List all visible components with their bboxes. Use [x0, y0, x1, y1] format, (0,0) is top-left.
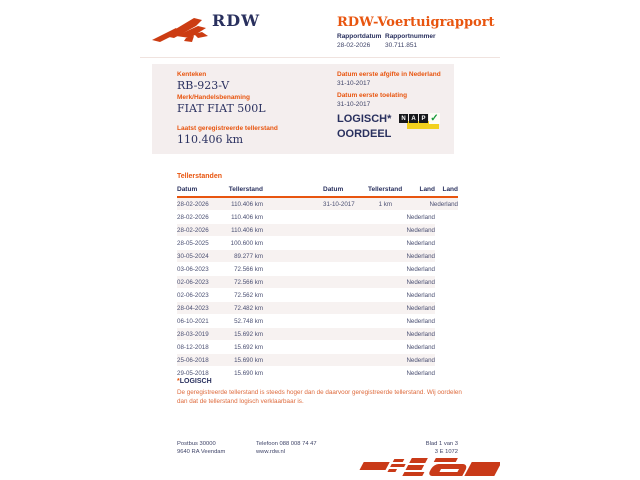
nap-letter-a: A [409, 114, 418, 123]
table-row [177, 341, 435, 354]
table-cell: 72.566 km [234, 265, 263, 273]
rdw-watermark-icon [350, 454, 500, 480]
nap-letter-n: N [399, 114, 408, 123]
table-row [177, 289, 435, 302]
laatste-tellerstand-field [177, 125, 278, 146]
table-row [177, 276, 435, 289]
table-cell: 02-06-2023 [177, 291, 209, 299]
table-cell: Nederland [406, 317, 435, 325]
report-number-field [385, 33, 436, 49]
table-row [177, 263, 435, 276]
footer-phone: Telefoon 088 008 74 47 [256, 441, 317, 447]
laatste-tellerstand-value: 110.406 km [177, 133, 244, 146]
col-header-tellerstand: Tellerstand [228, 186, 263, 193]
header-divider [140, 57, 500, 58]
table-cell: Nederland [406, 239, 435, 247]
eerste-afgifte-value: 31-10-2017 [337, 80, 371, 87]
table-cell: 1 km [378, 200, 392, 208]
table-cell: 15.690 km [234, 356, 263, 364]
table-cell: 29-05-2018 [177, 369, 209, 377]
nap-letter-p: P [419, 114, 428, 123]
merk-label: Merk/Handelsbenaming [177, 94, 250, 101]
tellerstanden-table-right [323, 184, 458, 211]
logisch-footnote [177, 378, 472, 406]
table-row [177, 302, 435, 315]
col-header-land: Land [442, 186, 458, 193]
table-body [323, 198, 458, 211]
table-cell: 72.482 km [234, 304, 263, 312]
table-cell: 100.600 km [230, 239, 263, 247]
table-cell: Nederland [406, 291, 435, 299]
table-cell: 02-06-2023 [177, 278, 209, 286]
oordeel-text [337, 112, 391, 142]
eerste-afgifte-label: Datum eerste afgifte in Nederland [337, 71, 441, 78]
table-cell: Nederland [406, 356, 435, 364]
footer-address-line1: Postbus 30000 [177, 441, 216, 447]
table-cell: 30-05-2024 [177, 252, 209, 260]
tellerstanden-table-left [177, 184, 435, 380]
table-cell: 110.406 km [231, 226, 263, 234]
table-cell: Nederland [406, 213, 435, 221]
tellerstanden-section-title: Tellerstanden [177, 173, 222, 180]
table-header-row [323, 184, 458, 198]
table-row [177, 354, 435, 367]
footnote-title-text: LOGISCH [179, 378, 212, 385]
table-cell: 110.406 km [231, 200, 263, 208]
table-row [177, 250, 435, 263]
table-row [177, 328, 435, 341]
eerste-afgifte-field [337, 71, 441, 87]
table-row [177, 237, 435, 250]
table-cell: 06-10-2021 [177, 317, 209, 325]
oordeel-line1: LOGISCH* [337, 113, 392, 125]
table-cell: 08-12-2018 [177, 343, 209, 351]
table-cell: 25-06-2018 [177, 356, 209, 364]
table-cell: Nederland [406, 330, 435, 338]
col-header-tellerstand: Tellerstand [368, 186, 403, 193]
eerste-toelating-label: Datum eerste toelating [337, 92, 408, 99]
col-header-land: Land [419, 186, 435, 193]
footer-address-line2: 9640 RA Veendam [177, 449, 226, 455]
table-row [177, 224, 435, 237]
table-cell: 28-02-2026 [177, 213, 209, 221]
table-cell: 28-04-2023 [177, 304, 209, 312]
table-cell: 72.566 km [234, 278, 263, 286]
table-cell: 28-03-2019 [177, 330, 209, 338]
eerste-toelating-field [337, 92, 407, 108]
table-row [177, 211, 435, 224]
rdw-bird-logo-icon [150, 14, 212, 46]
footer-form-code: 3 E 1072 [434, 449, 458, 455]
table-cell: 72.562 km [234, 291, 263, 299]
table-cell: 110.406 km [231, 213, 263, 221]
table-cell: 15.692 km [234, 330, 263, 338]
nap-checkmark-icon: ✓ [430, 113, 439, 124]
table-body [177, 198, 435, 380]
merk-field [177, 94, 266, 115]
table-cell: Nederland [406, 278, 435, 286]
table-cell: 28-05-2025 [177, 239, 209, 247]
col-header-datum: Datum [323, 186, 344, 193]
table-cell: Nederland [406, 369, 435, 377]
table-cell: 03-06-2023 [177, 265, 209, 273]
footer-address [177, 440, 225, 456]
table-cell: 15.692 km [234, 343, 263, 351]
table-cell: Nederland [406, 252, 435, 260]
report-date-field [337, 33, 381, 49]
table-row [177, 315, 435, 328]
table-cell: Nederland [406, 226, 435, 234]
nap-logo [399, 113, 439, 130]
rdw-wordmark: RDW [212, 11, 261, 30]
table-row [323, 198, 458, 211]
kenteken-field [177, 71, 229, 92]
table-cell: 28-02-2026 [177, 200, 209, 208]
table-cell: 28-02-2026 [177, 226, 209, 234]
footnote-title [177, 378, 472, 385]
merk-value: FIAT FIAT 500L [177, 102, 266, 115]
table-cell: 52.748 km [234, 317, 263, 325]
page-title: RDW-Voertuigrapport [337, 15, 495, 30]
footnote-body: De geregistreerde tellerstand is steeds hoger dan de daarvoor geregistreerde tellerstand. Wij oordelen dan dat de tellerstand logisch verklaarbaar is. [177, 389, 462, 405]
eerste-toelating-value: 31-10-2017 [337, 101, 371, 108]
table-cell: 15.690 km [234, 369, 263, 377]
laatste-tellerstand-label: Laatst geregistreerde tellerstand [177, 125, 278, 132]
table-cell: Nederland [406, 343, 435, 351]
footnote-asterisk: * [177, 378, 180, 385]
table-cell: Nederland [406, 265, 435, 273]
col-header-datum: Datum [177, 186, 198, 193]
report-number-label: Rapportnummer [385, 33, 436, 40]
footer-contact [256, 440, 317, 456]
report-date-value: 28-02-2026 [337, 42, 371, 49]
table-cell: 31-10-2017 [323, 200, 355, 208]
table-cell: Nederland [406, 304, 435, 312]
table-cell: Nederland [429, 200, 458, 208]
report-date-label: Rapportdatum [337, 33, 382, 40]
kenteken-label: Kenteken [177, 71, 207, 78]
footer-website: www.rdw.nl [256, 449, 285, 455]
footer-page-number: Blad 1 van 3 [425, 441, 458, 447]
kenteken-value: RB-923-V [177, 79, 230, 92]
oordeel-line2: OORDEEL [337, 128, 392, 140]
report-number-value: 30.711.851 [385, 42, 418, 49]
table-cell: 89.277 km [234, 252, 263, 260]
